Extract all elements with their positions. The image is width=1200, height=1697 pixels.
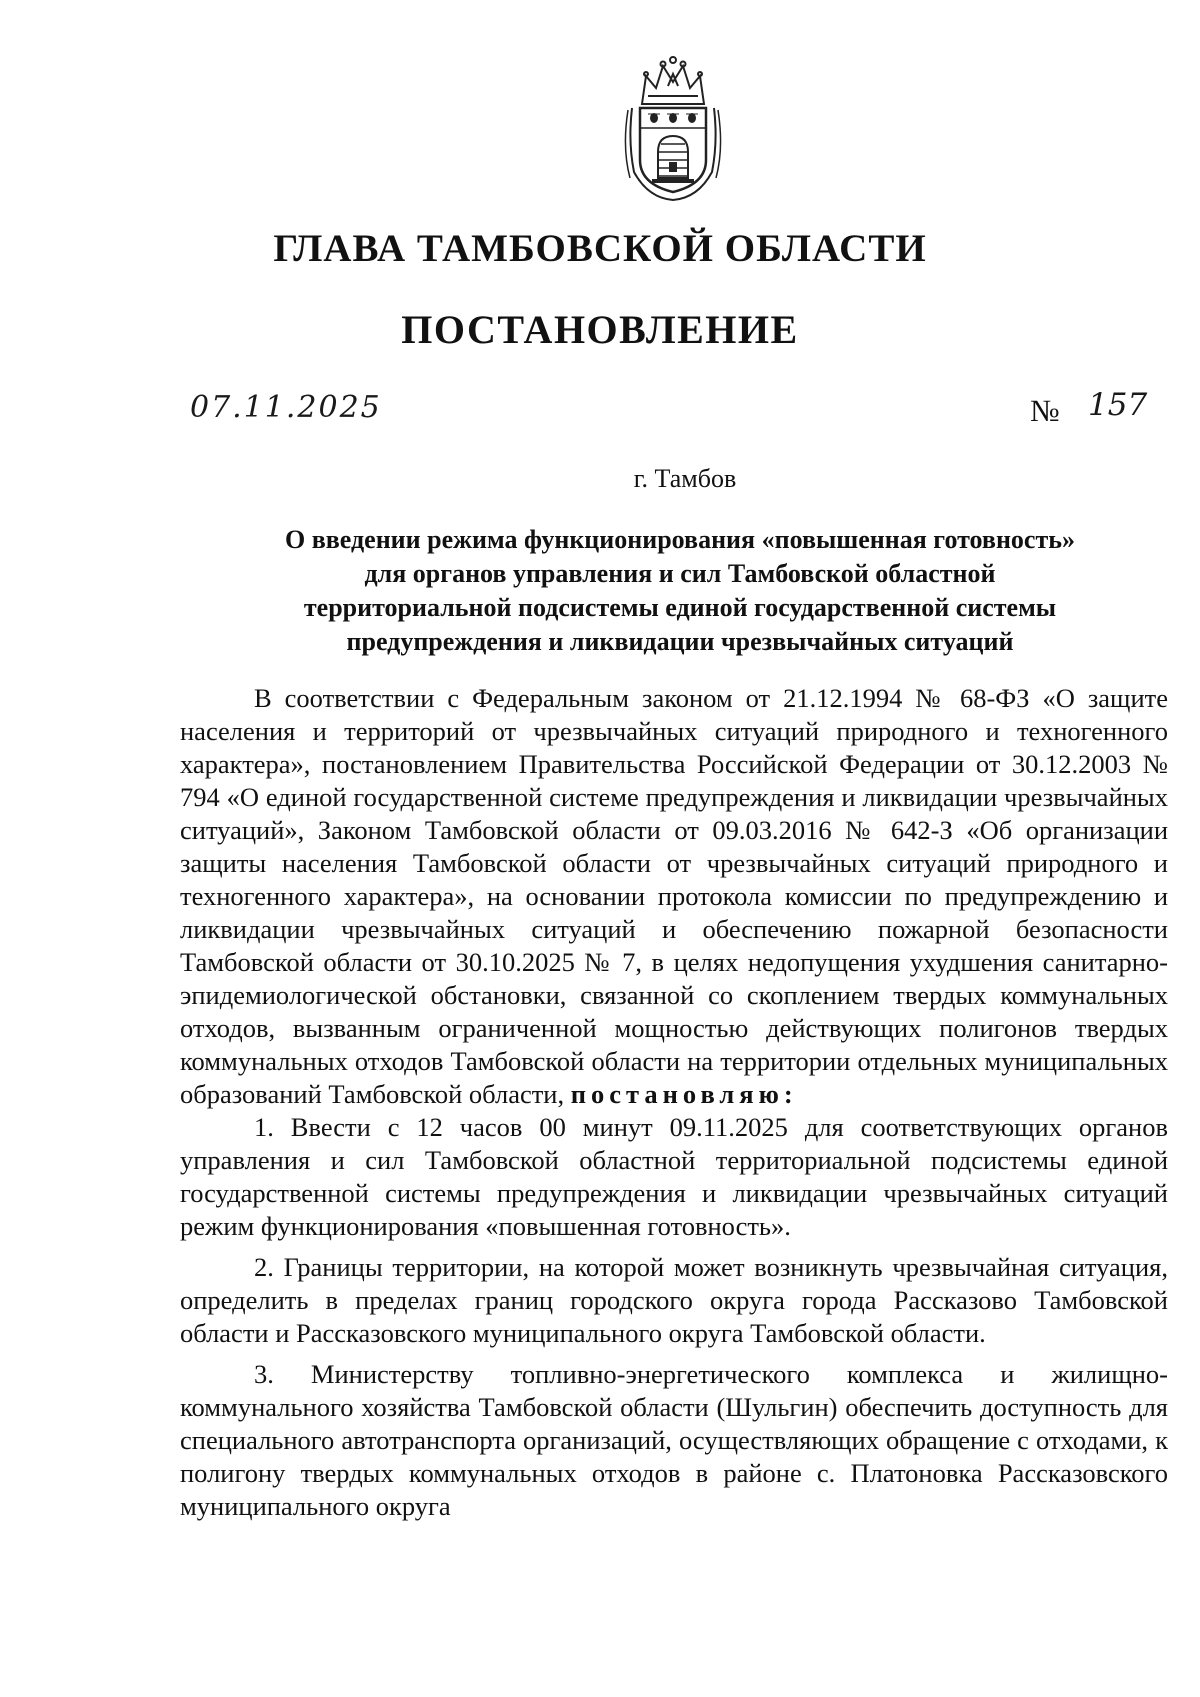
item-paragraph: 2. Границы территории, на которой может возникнуть чрезвычайная ситуация, определить в пределах границ городского округа города Рассказово Тамбовской области и Рассказовского муниципального округа Тамбовской области. — [180, 1252, 1168, 1348]
preamble-text: В соответствии с Федеральным законом от 21.12.1994 № 68-ФЗ «О защите населения и территорий от чрезвычайных ситуаций природного и техногенного характера», постановлением Правительства Российской Федерации от 30.12.2003 № 794 «О единой государственной системе предупреждения и ликвидации чрезвычайных ситуаций», Законом Тамбовской области от 09.03.2016 № 642-З «Об организации защиты населения Тамбовской области от чрезвычайных ситуаций природного и техногенного характера», на основании протокола комиссии по предупреждению и ликвидации чрезвычайных ситуаций и обеспечению пожарной безопасности Тамбовской области от 30.10.2025 № 7, в целях недопущения ухудшения санитарно-эпидемиологической обстановки, связанной со скоплением твердых коммунальных отходов, вызванным ограниченной мощностью действующих полигонов твердых коммунальных отходов Тамбовской области на территории отдельных муниципальных образований Тамбовской области, — [180, 683, 1168, 1109]
city-line: г. Тамбов — [633, 464, 737, 493]
decree-word: постановляю: — [570, 1079, 798, 1109]
title-line: для органов управления и сил Тамбовской областной — [364, 559, 996, 588]
number-label: № — [1030, 393, 1060, 428]
issuing-authority-heading: ГЛАВА ТАМБОВСКОЙ ОБЛАСТИ — [273, 227, 927, 270]
title-line: территориальной подсистемы единой государственной системы — [303, 593, 1057, 622]
title-line: предупреждения и ликвидации чрезвычайных ситуаций — [346, 627, 1014, 656]
document-body — [180, 682, 1168, 1523]
handwritten-number: 157 — [1088, 387, 1148, 423]
item-paragraph: 1. Ввести с 12 часов 00 минут 09.11.2025 для соответствующих органов управления и сил Тамбовской областной территориальной подсистемы единой государственной системы предупреждения и ликвидации чрезвычайных ситуаций режим функционирования «повышенная готовность». — [180, 1112, 1168, 1241]
coat-of-arms-emblem — [618, 52, 728, 202]
title-line: О введении режима функционирования «повышенная готовность» — [285, 525, 1075, 554]
handwritten-date: 07.11.2025 — [190, 390, 382, 425]
document-type-heading: ПОСТАНОВЛЕНИЕ — [401, 307, 799, 352]
document-title — [180, 523, 1180, 659]
preamble-paragraph — [180, 682, 1168, 1111]
item-paragraph: 3. Министерству топливно-энергетического комплекса и жилищно-коммунального хозяйства Тамбовской области (Шульгин) обеспечить доступность для специального автотранспорта организаций, осуществляющих обращение с отходами, к полигону твердых коммунальных отходов в районе с. Платоновка Рассказовского муниципального округа — [180, 1359, 1168, 1521]
